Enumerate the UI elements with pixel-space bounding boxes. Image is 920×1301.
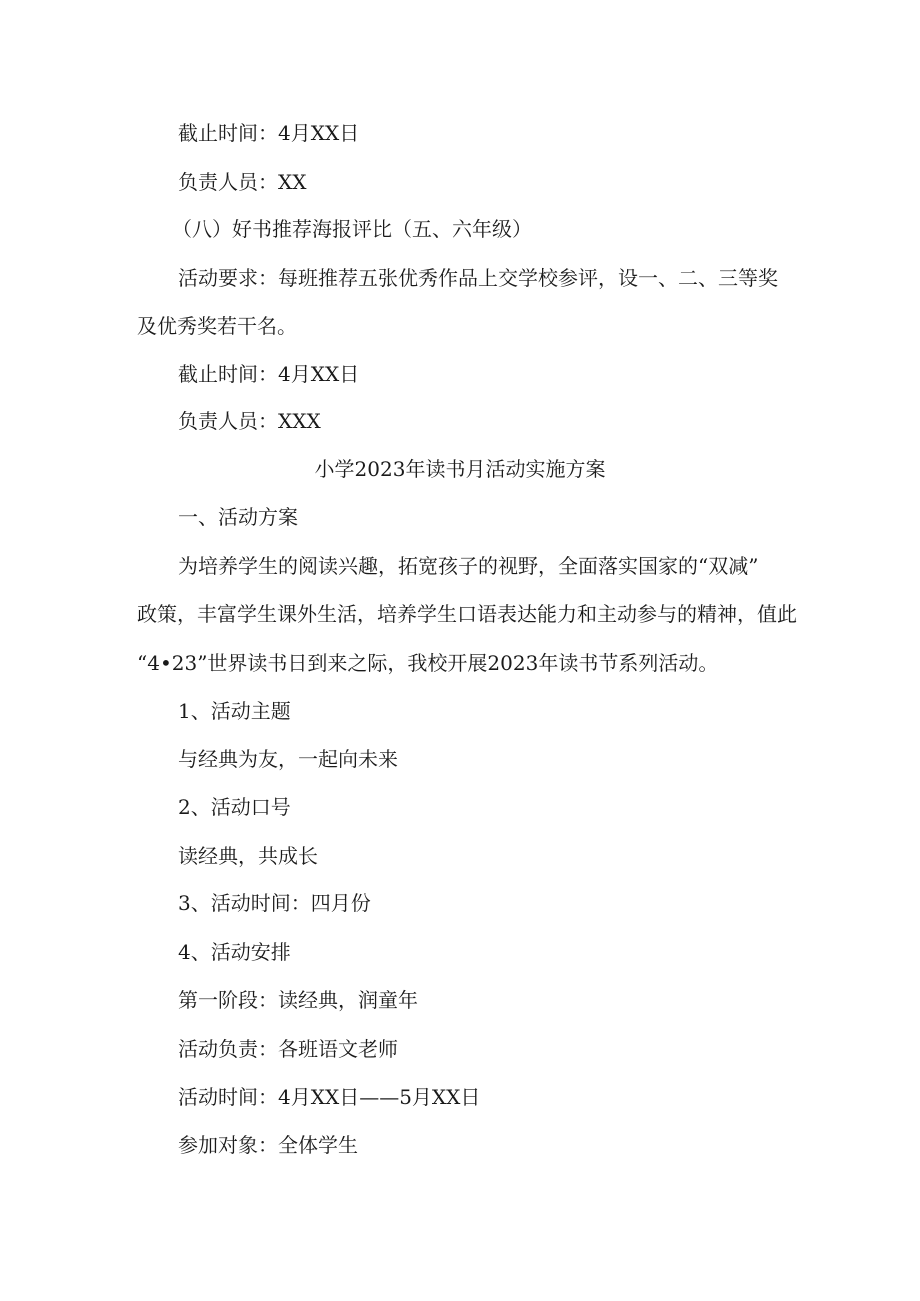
slogan-heading: 2、活动口号 [178,795,291,819]
paragraph-line: 政策，丰富学生课外生活，培养学生口语表达能力和主动参与的精神，值此 [137,602,797,626]
deadline-line: 截止时间：4月XX日 [178,121,360,145]
time-heading: 3、活动时间：四月份 [178,891,371,915]
arrangement-heading: 4、活动安排 [178,940,291,964]
section-heading: （八）好书推荐海报评比（五、六年级） [172,217,532,241]
stage-owner: 活动负责：各班语文老师 [178,1037,398,1061]
owner-line: 负责人员：XX [178,170,307,194]
slogan-text: 读经典，共成长 [178,844,318,868]
stage-target: 参加对象：全体学生 [178,1133,358,1157]
requirement-line: 活动要求：每班推荐五张优秀作品上交学校参评，设一、二、三等奖 [178,266,778,290]
stage-heading: 第一阶段：读经典，润童年 [178,988,418,1012]
requirement-line-continued: 及优秀奖若干名。 [137,314,297,338]
deadline-line: 截止时间：4月XX日 [178,362,360,386]
paragraph-line: “4•23”世界读书日到来之际，我校开展2023年读书节系列活动。 [137,651,719,675]
document-title: 小学2023年读书月活动实施方案 [314,457,606,481]
owner-line: 负责人员：XXX [178,409,321,433]
stage-time: 活动时间：4月XX日——5月XX日 [178,1085,481,1109]
paragraph-line: 为培养学生的阅读兴趣，拓宽孩子的视野，全面落实国家的“双减” [178,554,759,578]
theme-heading: 1、活动主题 [178,699,291,723]
plan-heading: 一、活动方案 [178,505,298,529]
theme-text: 与经典为友，一起向未来 [178,747,398,771]
